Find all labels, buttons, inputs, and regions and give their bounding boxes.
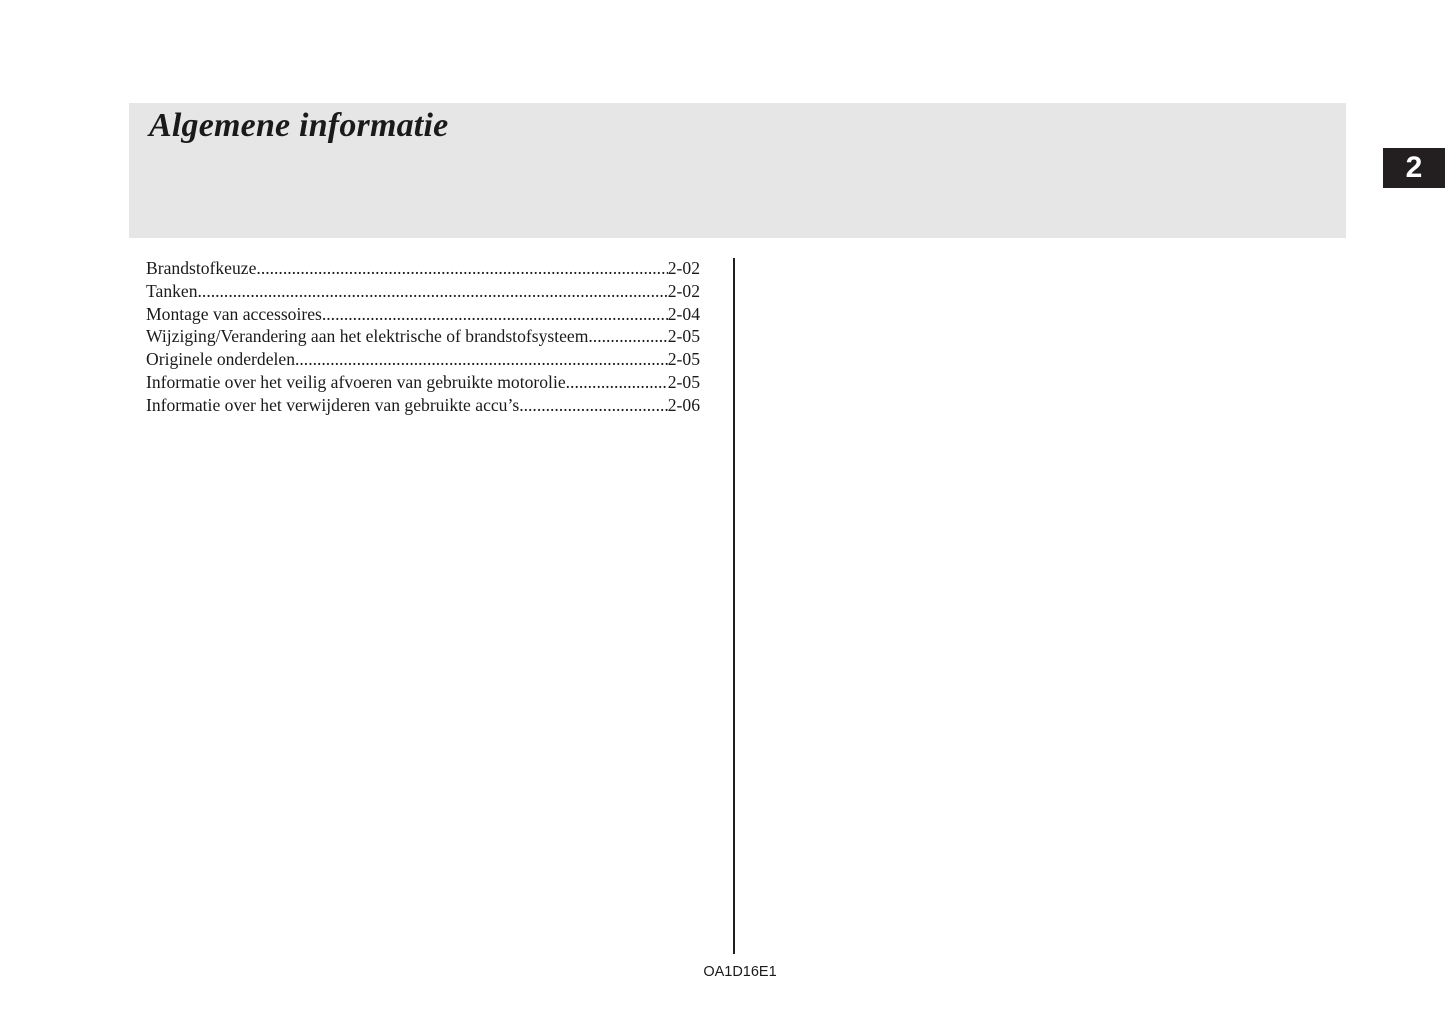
toc-dot-leader xyxy=(519,394,668,417)
toc-entry-page: 2-04 xyxy=(667,303,700,324)
toc-entry-label: Brandstofkeuze xyxy=(146,258,257,278)
column-divider xyxy=(733,258,735,954)
toc-dot-leader xyxy=(198,280,668,303)
chapter-number-tab: 2 xyxy=(1383,148,1445,188)
table-of-contents xyxy=(146,257,700,417)
toc-entry-page: 2-05 xyxy=(667,371,700,392)
toc-entry-afvoeren-motorolie[interactable] xyxy=(146,371,700,394)
toc-dot-leader xyxy=(566,371,668,394)
toc-entry-label: Tanken xyxy=(146,280,198,301)
toc-entry-page: 2-02 xyxy=(667,280,700,301)
toc-dot-leader xyxy=(295,348,668,371)
toc-dot-leader xyxy=(322,303,668,326)
toc-entry-page: 2-05 xyxy=(667,349,700,370)
chapter-title: Algemene informatie xyxy=(149,107,449,144)
toc-entry-label: Originele onderdelen xyxy=(146,349,295,370)
toc-entry-page: 2-05 xyxy=(667,326,700,347)
toc-entry-label: Wijziging/Verandering aan het elektrische of brandstofsysteem xyxy=(146,326,589,347)
toc-entry-tanken[interactable] xyxy=(146,280,700,303)
toc-entry-originele-onderdelen[interactable] xyxy=(146,348,700,371)
toc-dot-leader xyxy=(588,325,667,348)
toc-entry-verwijderen-accus[interactable] xyxy=(146,394,700,417)
toc-entry-label: Montage van accessoires xyxy=(146,303,322,324)
document-code: OA1D16E1 xyxy=(703,964,777,980)
toc-entry-page: 2-02 xyxy=(667,258,700,278)
toc-dot-leader xyxy=(256,257,667,280)
toc-entry-brandstofkeuze[interactable] xyxy=(146,257,700,280)
toc-entry-label: Informatie over het veilig afvoeren van gebruikte motorolie xyxy=(146,371,566,392)
toc-entry-wijziging-systeem[interactable] xyxy=(146,325,700,348)
toc-entry-page: 2-06 xyxy=(667,394,700,415)
chapter-header-band xyxy=(129,103,1346,238)
toc-entry-label: Informatie over het verwijderen van gebruikte accu’s xyxy=(146,394,520,415)
toc-entry-montage-accessoires[interactable] xyxy=(146,303,700,326)
